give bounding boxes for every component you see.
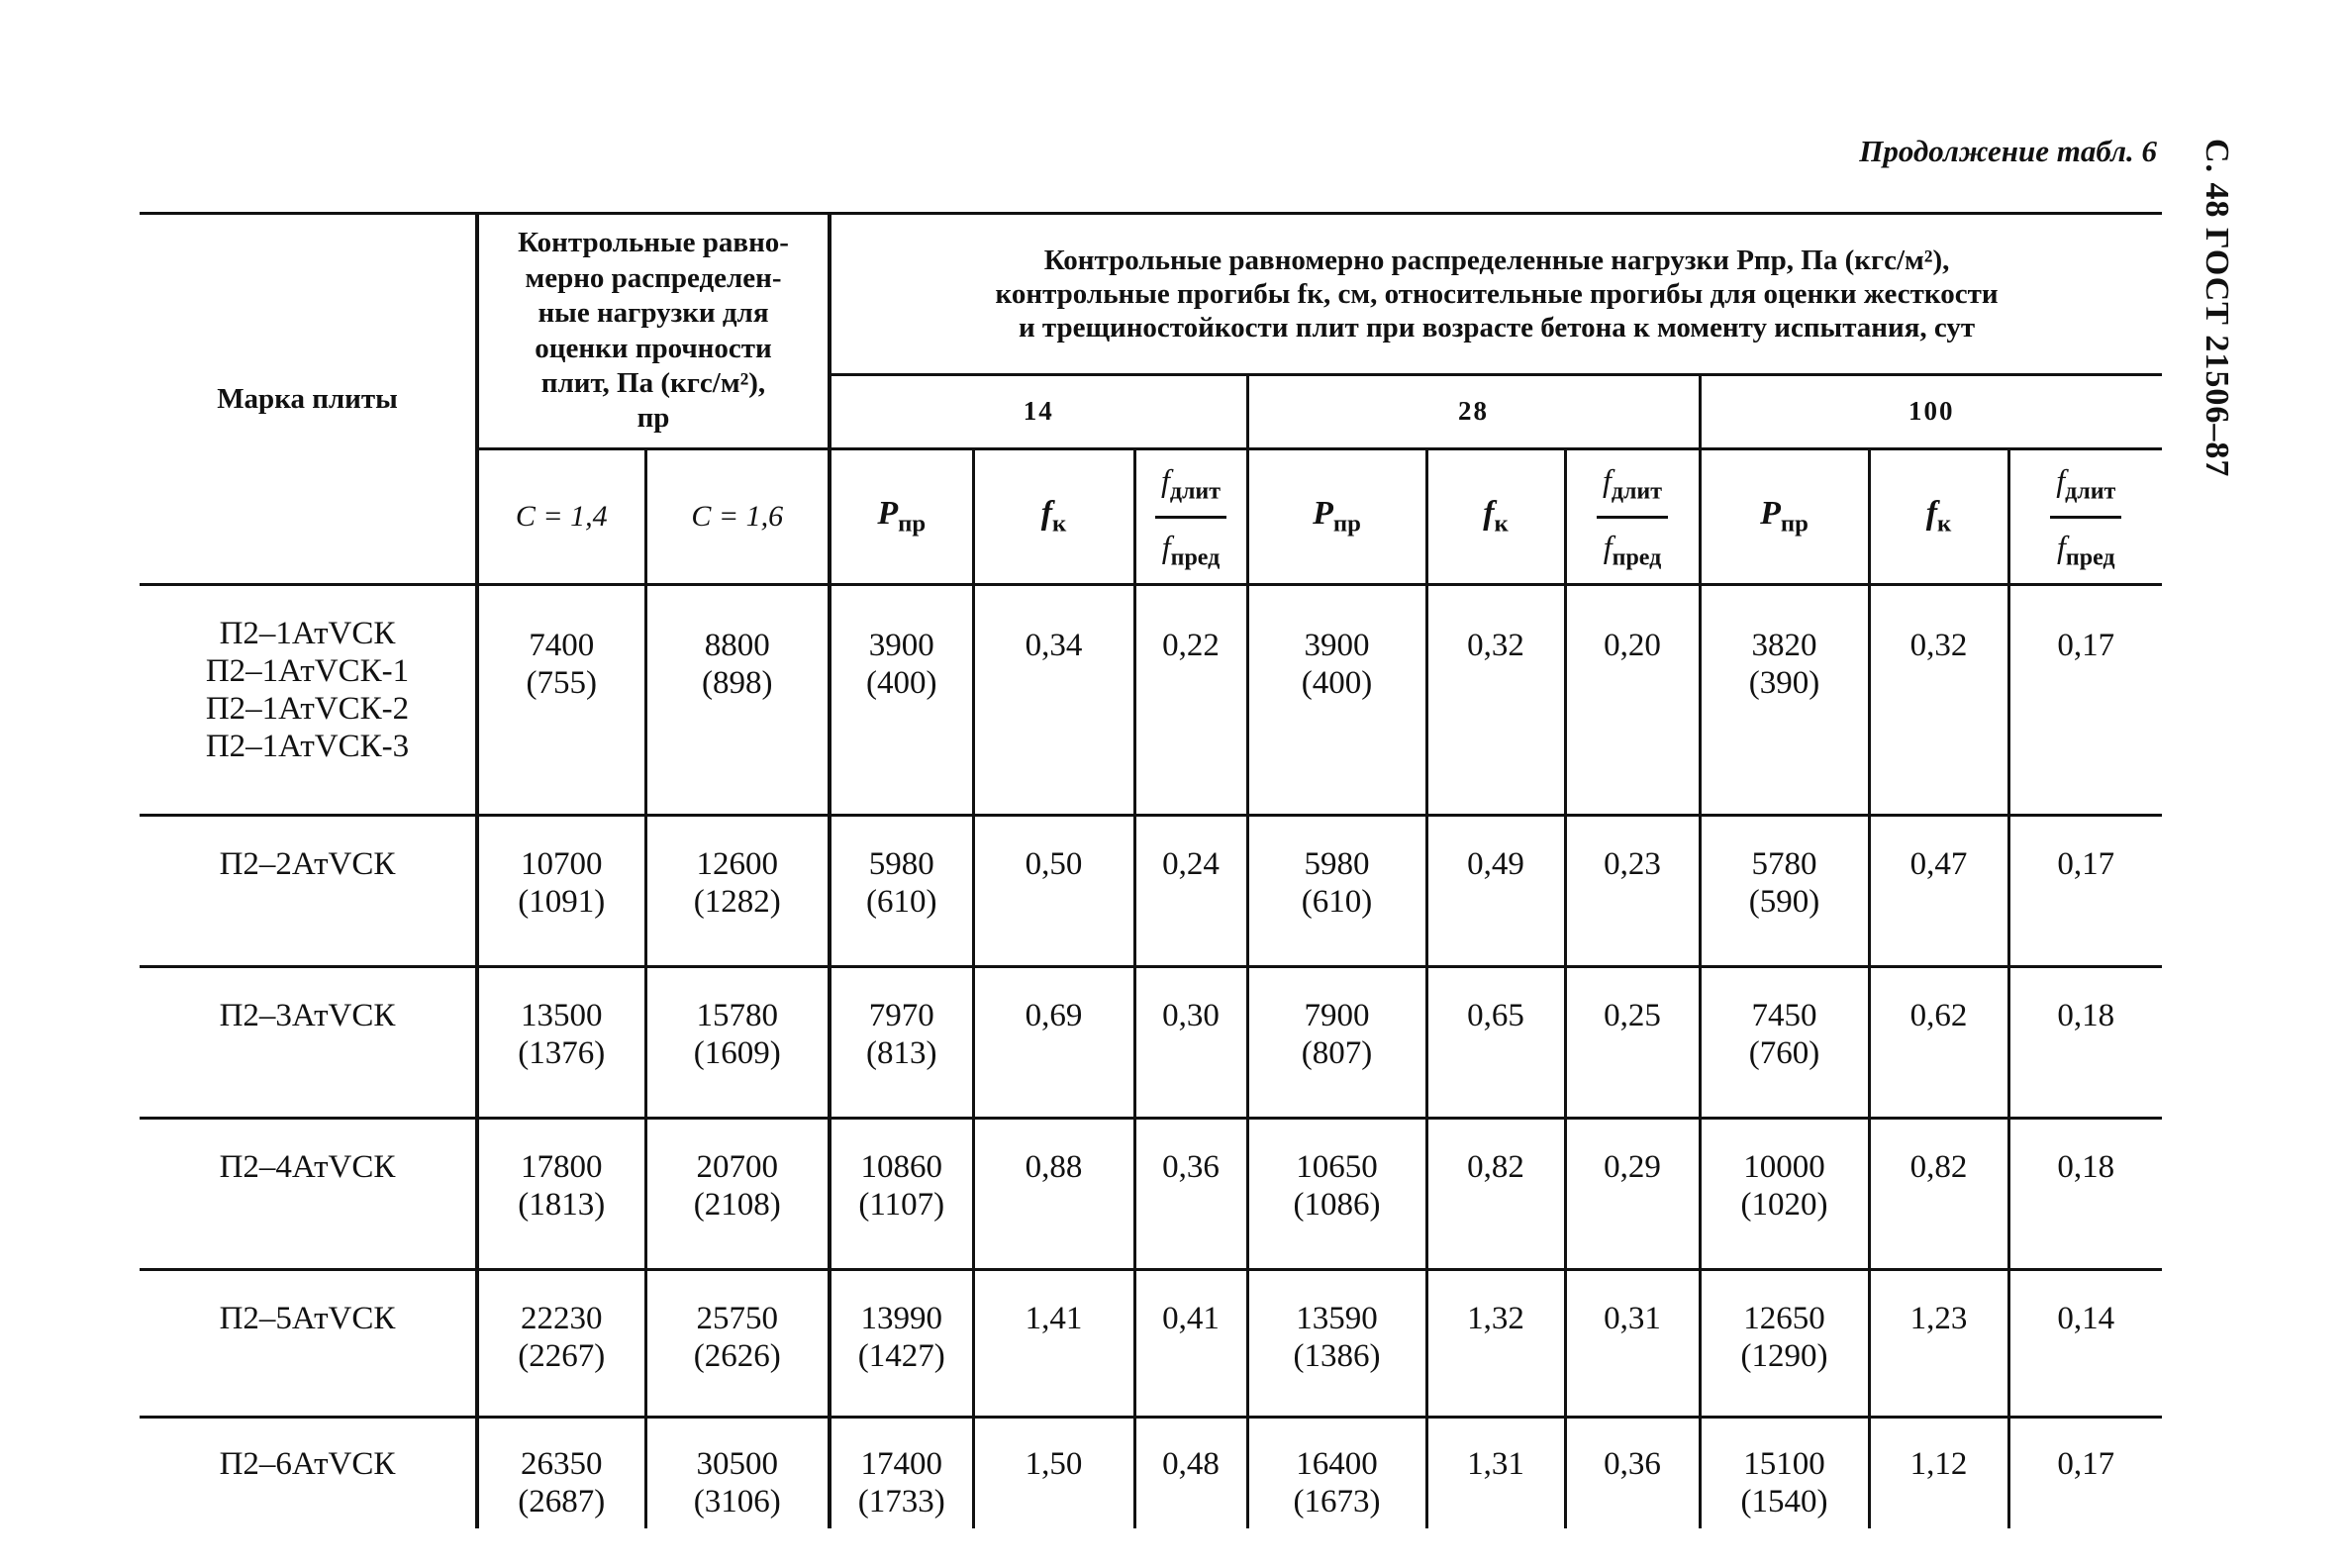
cell-c16: 25750 (2626) <box>645 1270 830 1418</box>
row-mark: П2–5АтVСК <box>140 1270 477 1418</box>
cell-r14: 0,36 <box>1134 1119 1247 1270</box>
table-row <box>140 1119 2162 1270</box>
cell-f28: 1,31 <box>1426 1418 1565 1528</box>
cell-f28: 1,32 <box>1426 1270 1565 1418</box>
cell-c16: 12600 (1282) <box>645 816 830 967</box>
cell-f28: 0,32 <box>1426 585 1565 816</box>
cell-r100: 0,17 <box>2008 585 2162 816</box>
cell-f100: 1,23 <box>1869 1270 2008 1418</box>
header-c16: С = 1,6 <box>645 449 830 585</box>
cell-c16: 8800 (898) <box>645 585 830 816</box>
header-c14: С = 1,4 <box>477 449 645 585</box>
cell-r28: 0,23 <box>1565 816 1700 967</box>
row-mark: П2–3АтVСК <box>140 967 477 1119</box>
cell-r14: 0,48 <box>1134 1418 1247 1528</box>
cell-r100: 0,17 <box>2008 816 2162 967</box>
cell-c16: 20700 (2108) <box>645 1119 830 1270</box>
cell-r14: 0,30 <box>1134 967 1247 1119</box>
table-row <box>140 816 2162 967</box>
header-ratio-100: $\frac{f_{длит}}{f_{пред}}$ <box>2008 449 2162 585</box>
cell-r28: 0,29 <box>1565 1119 1700 1270</box>
row-mark: П2–4АтVСК <box>140 1119 477 1270</box>
table-row <box>140 967 2162 1119</box>
cell-p100: 10000 (1020) <box>1700 1119 1869 1270</box>
cell-c16: 30500 (3106) <box>645 1418 830 1528</box>
cell-r14: 0,24 <box>1134 816 1247 967</box>
cell-c14: 26350 (2687) <box>477 1418 645 1528</box>
header-mark: Марка плиты <box>140 214 477 585</box>
cell-r28: 0,36 <box>1565 1418 1700 1528</box>
table-row <box>140 1270 2162 1418</box>
cell-f28: 0,82 <box>1426 1119 1565 1270</box>
cell-f100: 1,12 <box>1869 1418 2008 1528</box>
row-mark: П2–6АтVСК <box>219 1446 396 1482</box>
header-f-14: $f_к$ <box>973 449 1134 585</box>
cell-p28: 7900 (807) <box>1247 967 1426 1119</box>
header-p-28: $P_{пр}$ <box>1247 449 1426 585</box>
cell-p100: 7450 (760) <box>1700 967 1869 1119</box>
load-table <box>140 212 2162 1528</box>
cell-f14: 0,69 <box>973 967 1134 1119</box>
row-mark: П2–1АтVСК П2–1АтVСК-1 П2–1АтVСК-2 П2–1АтVСК-3 <box>140 585 477 816</box>
cell-p28: 13590 (1386) <box>1247 1270 1426 1418</box>
cell-p14: 7970 (813) <box>830 967 973 1119</box>
cell-p14: 13990 (1427) <box>830 1270 973 1418</box>
cell-p100: 15100 (1540) <box>1700 1418 1869 1528</box>
cell-f100: 0,47 <box>1869 816 2008 967</box>
header-ratio-28: $\frac{f_{длит}}{f_{пред}}$ <box>1565 449 1700 585</box>
cell-r28: 0,20 <box>1565 585 1700 816</box>
header-p-100: $P_{пр}$ <box>1700 449 1869 585</box>
cell-r100: 0,18 <box>2008 1119 2162 1270</box>
cell-c14: 17800 (1813) <box>477 1119 645 1270</box>
cell-p14: 3900 (400) <box>830 585 973 816</box>
cell-f14: 0,88 <box>973 1119 1134 1270</box>
cell-r100: 0,18 <box>2008 967 2162 1119</box>
cell-p14: 10860 (1107) <box>830 1119 973 1270</box>
cell-r14: 0,22 <box>1134 585 1247 816</box>
cell-c14: 13500 (1376) <box>477 967 645 1119</box>
cell-p28: 16400 (1673) <box>1247 1418 1426 1528</box>
cell-p14: 5980 (610) <box>830 816 973 967</box>
cell-r28: 0,25 <box>1565 967 1700 1119</box>
cell-r100: 0,17 <box>2008 1418 2162 1528</box>
cell-p100: 12650 (1290) <box>1700 1270 1869 1418</box>
cell-r14: 0,41 <box>1134 1270 1247 1418</box>
cell-r100: 0,14 <box>2008 1270 2162 1418</box>
cell-c14: 22230 (2267) <box>477 1270 645 1418</box>
table-row <box>140 1418 2162 1528</box>
cell-p28: 5980 (610) <box>1247 816 1426 967</box>
header-p-14: $P_{пр}$ <box>830 449 973 585</box>
row-mark: П2–2АтVСК <box>140 816 477 967</box>
side-page-label: С. 48 ГОСТ 21506–87 <box>2199 139 2235 478</box>
cell-f14: 1,41 <box>973 1270 1134 1418</box>
header-control-group: Контрольные равномерно распределенные нагрузки Pпр, Па (кгс/м²), контрольные прогибы fк, см, относительные прогибы для оценки жесткости и трещиностойкости плит при возрасте бетона к моменту испытания, сут <box>830 214 2162 375</box>
header-f-100: $f_к$ <box>1869 449 2008 585</box>
header-age-100: 100 <box>1700 375 2162 449</box>
cell-p28: 10650 (1086) <box>1247 1119 1426 1270</box>
cell-p28: 3900 (400) <box>1247 585 1426 816</box>
cell-f14: 0,34 <box>973 585 1134 816</box>
cell-p14: 17400 (1733) <box>830 1418 973 1528</box>
cell-c16: 15780 (1609) <box>645 967 830 1119</box>
table-row <box>140 585 2162 816</box>
cell-f28: 0,65 <box>1426 967 1565 1119</box>
cell-c14: 10700 (1091) <box>477 816 645 967</box>
continuation-label: Продолжение табл. 6 <box>1859 134 2157 168</box>
header-f-28: $f_к$ <box>1426 449 1565 585</box>
cell-p100: 5780 (590) <box>1700 816 1869 967</box>
cell-r28: 0,31 <box>1565 1270 1700 1418</box>
cell-f100: 0,32 <box>1869 585 2008 816</box>
cell-f100: 0,82 <box>1869 1119 2008 1270</box>
cell-c14: 7400 (755) <box>477 585 645 816</box>
header-strength-group: Контрольные равно- мерно распределен- ные нагрузки для оценки прочности плит, Па (кгс/м²), пр <box>477 214 830 449</box>
header-age-14: 14 <box>830 375 1247 449</box>
cell-p100: 3820 (390) <box>1700 585 1869 816</box>
header-age-28: 28 <box>1247 375 1700 449</box>
cell-f14: 0,50 <box>973 816 1134 967</box>
cell-f14: 1,50 <box>973 1418 1134 1528</box>
cell-f28: 0,49 <box>1426 816 1565 967</box>
cell-f100: 0,62 <box>1869 967 2008 1119</box>
header-ratio-14: $\frac{f_{длит}}{f_{пред}}$ <box>1134 449 1247 585</box>
